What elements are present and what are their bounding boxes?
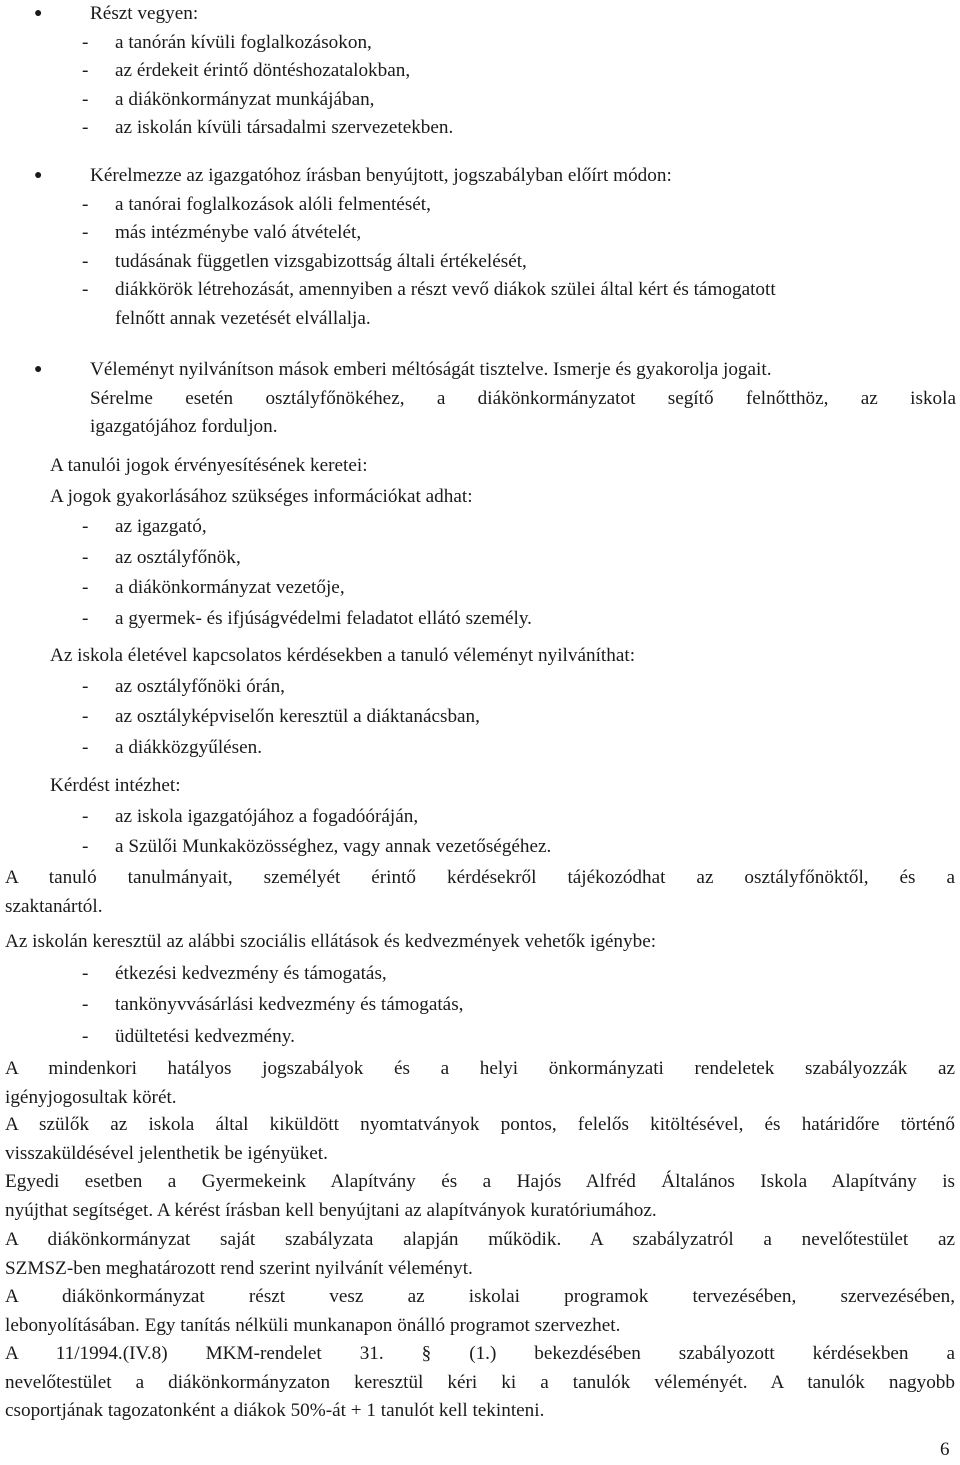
dash-icon: - xyxy=(82,279,89,301)
paragraph-foundation: Egyedi esetben a Gyermekeink Alapítvány és a Hajós Alfréd Általános Iskola Alapítvány is nyújthat segítséget. A kérést írásban kell benyújtani az alapítványok kuratóriumához. xyxy=(5,1171,955,1221)
dash-icon: - xyxy=(82,193,89,215)
list-item: - a diákközgyűlésen. xyxy=(0,734,635,763)
section-school-life xyxy=(0,642,635,762)
list-item: - más intézménybe való átvételét, xyxy=(0,219,958,248)
dash-icon: - xyxy=(82,88,89,110)
dash-icon: - xyxy=(82,516,89,538)
dash-icon: - xyxy=(82,675,89,697)
dash-icon: - xyxy=(82,31,89,53)
dash-icon: - xyxy=(82,1025,89,1047)
section-opinion xyxy=(0,356,960,442)
bullet-icon: ● xyxy=(34,362,43,377)
paragraph-information: A tanuló tanulmányait, személyét érintő kérdésekről tájékozódhat az osztályfőnöktől, és a szaktanártól. xyxy=(5,867,955,917)
list-item: - az iskolán kívüli társadalmi szervezetekben. xyxy=(0,114,958,143)
dash-icon: - xyxy=(82,546,89,568)
bullet-icon: ● xyxy=(34,6,43,21)
dash-icon: - xyxy=(82,60,89,82)
dash-icon: - xyxy=(82,577,89,599)
bullet-item xyxy=(0,162,958,191)
list-item: - étkezési kedvezmény és támogatás, xyxy=(0,960,656,989)
bullet-text: Kérelmezze az igazgatóhoz írásban benyújtott, jogszabályban előírt módon: xyxy=(90,165,672,186)
list-item-continuation: felnőtt annak vezetését elvállalja. xyxy=(115,307,371,329)
list-item: - az osztályképviselőn keresztül a diáktanácsban, xyxy=(0,703,635,732)
list-item: - a diákönkormányzat vezetője, xyxy=(0,574,532,603)
dash-icon: - xyxy=(82,250,89,272)
section-participate xyxy=(0,0,958,143)
dash-icon: - xyxy=(82,222,89,244)
section-subheading: A jogok gyakorlásához szükséges információkat adhat: xyxy=(50,485,473,507)
section-heading: A tanulói jogok érvényesítésének keretei: xyxy=(50,455,368,476)
list-item: - az igazgató, xyxy=(0,513,532,542)
bullet-text-continuation: Sérelme esetén osztályfőnökéhez, a diákönkormányzatot segítő felnőtthöz, az iskola xyxy=(90,387,956,409)
dash-icon: - xyxy=(82,706,89,728)
paragraph-student-council: A diákönkormányzat saját szabályzata alapján működik. A szabályzatról a nevelőtestület az SZMSZ-ben meghatározott rend szerint nyilvánít véleményt. xyxy=(5,1229,955,1279)
list-item: - a gyermek- és ifjúságvédelmi feladatot ellátó személy. xyxy=(0,605,532,634)
list-item: - tudásának független vizsgabizottság általi értékelését, xyxy=(0,248,958,277)
list-item: - az érdekeit érintő döntéshozatalokban, xyxy=(0,57,958,86)
dash-icon: - xyxy=(82,836,89,858)
bullet-icon: ● xyxy=(34,168,43,183)
paragraph-decree: A 11/1994.(IV.8) MKM-rendelet 31. § (1.) bekezdésében szabályozott kérdésekben a nevelőtestület a diákönkormányzaton keresztül kéri ki a tanulók véleményét. A tanulók nagyobb csoportjának tagozatonként a diákok 50%-át + 1 tanulót kell tekinteni. xyxy=(5,1343,955,1422)
dash-icon: - xyxy=(82,607,89,629)
list-item: - a Szülői Munkaközösséghez, vagy annak vezetőségéhez. xyxy=(0,833,551,862)
section-rights-framework xyxy=(0,452,532,634)
section-questions xyxy=(0,772,551,862)
page-number: 6 xyxy=(940,1439,950,1460)
section-request xyxy=(0,162,958,334)
bullet-text-continuation: igazgatójához forduljon. xyxy=(90,416,278,438)
dash-icon: - xyxy=(82,994,89,1016)
dash-icon: - xyxy=(82,962,89,984)
bullet-item xyxy=(0,356,958,385)
bullet-item xyxy=(0,0,958,29)
paragraph-programs: A diákönkormányzat részt vesz az iskolai programok tervezésében, szervezésében, lebonyolításában. Egy tanítás nélküli munkanapon önálló programot szervezhet. xyxy=(5,1286,955,1336)
section-heading: Az iskola életével kapcsolatos kérdésekben a tanuló véleményt nyilváníthat: xyxy=(50,645,636,666)
section-social-benefits xyxy=(0,928,656,1051)
section-heading: Kérdést intézhet: xyxy=(50,775,181,796)
dash-icon: - xyxy=(82,736,89,758)
list-item: - a tanórán kívüli foglalkozásokon, xyxy=(0,29,958,58)
paragraph-regulations: A mindenkori hatályos jogszabályok és a helyi önkormányzati rendeletek szabályozzák az igényjogosultak körét. xyxy=(5,1058,955,1108)
bullet-text: Véleményt nyilvánítson mások emberi méltóságát tisztelve. Ismerje és gyakorolja jogait. xyxy=(90,359,772,380)
list-item: - az iskola igazgatójához a fogadóóráján, xyxy=(0,803,551,832)
dash-icon: - xyxy=(82,805,89,827)
list-item: - az osztályfőnöki órán, xyxy=(0,673,635,702)
bullet-text: Részt vegyen: xyxy=(90,3,199,24)
section-heading: Az iskolán keresztül az alábbi szociális ellátások és kedvezmények vehetők igénybe: xyxy=(5,931,657,952)
list-item: - üdültetési kedvezmény. xyxy=(0,1023,656,1052)
list-item: - diákkörök létrehozását, amennyiben a részt vevő diákok szülei által kért és támogatott xyxy=(0,276,958,305)
list-item: - a tanórai foglalkozások alóli felmentését, xyxy=(0,191,958,220)
dash-icon: - xyxy=(82,117,89,139)
paragraph-parents: A szülők az iskola által kiküldött nyomtatványok pontos, felelős kitöltésével, és határidőre történő visszaküldésével jelenthetik be igényüket. xyxy=(5,1114,955,1164)
list-item: - az osztályfőnök, xyxy=(0,544,532,573)
list-item: - a diákönkormányzat munkájában, xyxy=(0,86,958,115)
list-item: - tankönyvvásárlási kedvezmény és támogatás, xyxy=(0,991,656,1020)
